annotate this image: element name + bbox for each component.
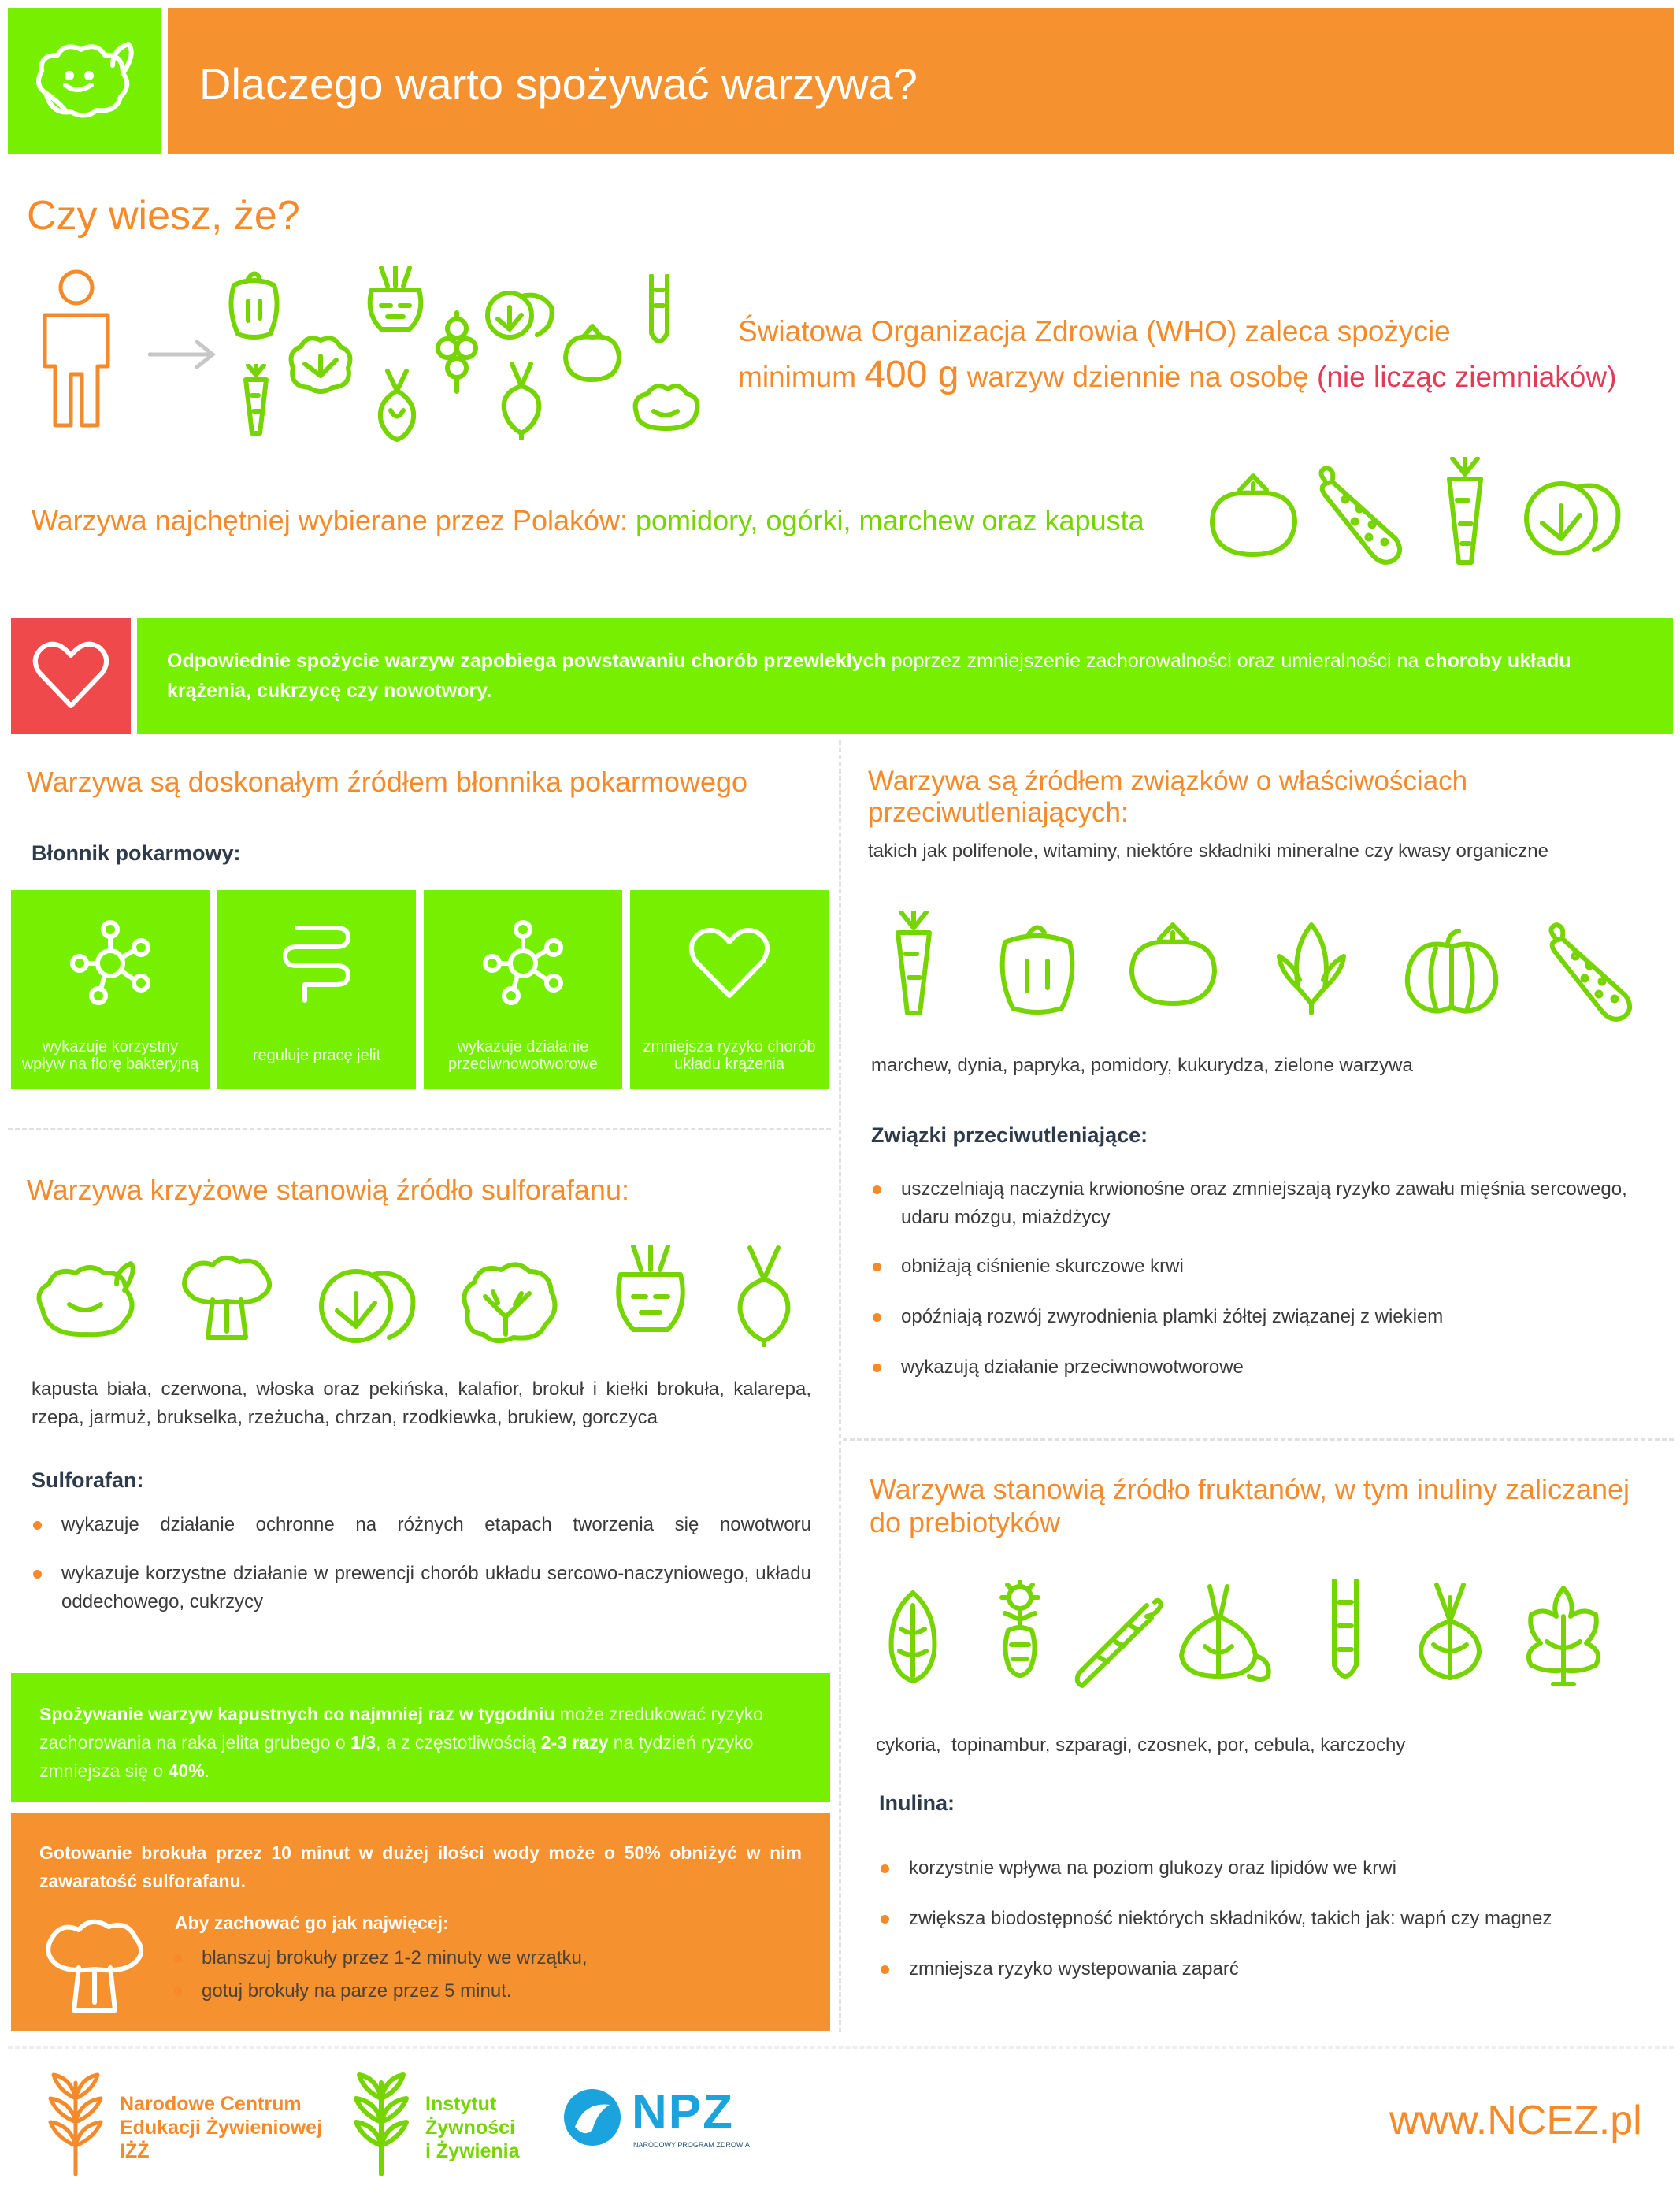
popular-list: pomidory, ogórki, marchew oraz kapusta xyxy=(636,504,1144,536)
cabbage-risk-box xyxy=(11,1673,830,1802)
pumpkin-icon xyxy=(1400,929,1503,1016)
turnip-icon xyxy=(364,266,427,345)
fructans-veg-list: cykoria, topinambur, szparagi, czosnek, por, cebula, karczochy xyxy=(876,1735,1406,1756)
cabbage-icon xyxy=(285,332,356,394)
cabbage-head-icon xyxy=(482,284,557,343)
leek-icon xyxy=(640,274,679,353)
heart-icon xyxy=(686,920,773,1007)
izz-line2: Żywności xyxy=(425,2117,515,2139)
heart-box xyxy=(11,618,131,734)
pepper-icon xyxy=(994,922,1081,1016)
fiber-label: Błonnik pokarmowy: xyxy=(32,841,241,865)
banner-text1: poprzez zmniejszenie zachorowalności oraz umieralności na xyxy=(885,650,1425,672)
tomato-icon xyxy=(1128,922,1218,1008)
page-title: Dlaczego warto spożywać warzywa? xyxy=(199,59,918,109)
list-item: wykazują działanie przeciwnowotworowe xyxy=(871,1353,1659,1382)
turnip-icon xyxy=(611,1245,690,1347)
cucumber-icon xyxy=(1544,922,1638,1024)
izz-line3: i Żywienia xyxy=(425,2140,520,2162)
pepper-icon xyxy=(224,269,284,340)
who-note: (nie licząc ziemniaków) xyxy=(1317,361,1617,393)
cruciferous-title: Warzywa krzyżowe stanowią źródło sulforafanu: xyxy=(27,1174,629,1206)
carrot-icon xyxy=(890,911,937,1017)
carrot-icon xyxy=(236,364,276,436)
who-recommendation-line2 xyxy=(738,353,1616,396)
inulin-label: Inulina: xyxy=(879,1791,955,1815)
carrot-large-icon xyxy=(1441,457,1489,567)
molecule-icon xyxy=(480,920,566,1007)
ncez-logo-icon xyxy=(44,2067,107,2177)
sulforaphane-bullets xyxy=(32,1511,811,1638)
banner-text xyxy=(167,646,1641,706)
cauliflower-icon xyxy=(32,1260,142,1339)
npz-text: NPZ xyxy=(632,2085,734,2139)
tomato-icon xyxy=(561,323,624,384)
header-title-bar xyxy=(168,8,1674,154)
risk-t3: na tydzień ryzyko zmniejsza się o xyxy=(39,1732,754,1781)
ncez-name xyxy=(120,2092,322,2163)
onion-icon xyxy=(1416,1582,1484,1684)
risk-b4: 40% xyxy=(168,1761,205,1781)
popular-pre: Warzywa najchętniej wybierane przez Polaków: xyxy=(32,504,636,536)
izz-line1: Instytut xyxy=(425,2093,497,2115)
footer-divider xyxy=(8,2046,1674,2049)
ncez-line1: Narodowe Centrum xyxy=(120,2093,302,2115)
antioxidants-subtitle: takich jak polifenole, witaminy, niektóre składniki mineralne czy kwasy organiczne xyxy=(868,840,1548,862)
izz-logo-icon xyxy=(350,2067,413,2177)
cruciferous-veg-list: kapusta biała, czerwona, włoska oraz pekińska, kalafior, brokuł i kiełki brokuła, kalarepa, rzepa, jarmuż, brukselka, rzeżucha, chrzan, rzodkiewka, brukiew, gorczyca xyxy=(32,1378,811,1428)
website-link[interactable]: www.NCEZ.pl xyxy=(1389,2098,1642,2143)
broccoli-cooking-bold: Gotowanie brokuła przez 10 minut w dużej ilości wody może o 50% obniżyć w nim zawaratość sulforafanu. xyxy=(39,1842,802,1891)
sulforaphane-label: Sulforafan: xyxy=(32,1468,144,1492)
antioxidants-veg-list: marchew, dynia, papryka, pomidory, kukurydza, zielone warzywa xyxy=(871,1055,1413,1076)
list-item: zwiększa biodostępność niektórych składników, takich jak: wapń czy magnez xyxy=(879,1905,1667,1933)
ncez-line2: Edukacji Żywieniowej xyxy=(120,2117,323,2139)
intestine-icon xyxy=(273,920,360,1007)
fiber-tile-1-label: wykazuje korzystny wpływ na florę bakteryjną xyxy=(21,1038,199,1073)
fiber-tile-3 xyxy=(424,890,622,1089)
fiber-tile-4 xyxy=(630,890,829,1089)
cabbage-head-icon xyxy=(315,1260,417,1347)
corn-icon xyxy=(1276,917,1347,1015)
fiber-tile-3-label: wykazuje działanie przeciwnowotworowe xyxy=(447,1038,599,1073)
who-recommendation-line1: Światowa Organizacja Zdrowia (WHO) zaleca spożycie xyxy=(738,315,1451,347)
radish-small-icon xyxy=(498,361,545,440)
broccoli-icon xyxy=(39,1916,150,2017)
npz-subtitle: NARODOWY PROGRAM ZDROWIA xyxy=(633,2141,750,2149)
who-amount: 400 g xyxy=(864,354,959,395)
broccoli-tip-sub: Aby zachować go jak najwięcej: xyxy=(175,1913,449,1933)
izz-name xyxy=(425,2092,519,2163)
radish-icon xyxy=(732,1245,795,1347)
broccoli-icon xyxy=(176,1252,277,1343)
divider-left-1 xyxy=(8,1128,831,1130)
fiber-tile-2-label: reguluje pracę jelit xyxy=(252,1047,381,1064)
intro-question: Czy wiesz, że? xyxy=(27,193,300,239)
npz-logo xyxy=(561,2084,758,2155)
list-item: wykazuje korzystne działanie w prewencji chorób układu sercowo-naczyniowego, układu oddechowego, cukrzycy xyxy=(32,1560,811,1616)
antioxidants-title: Warzywa są źródłem związków o właściwościach przeciwutleniających: xyxy=(868,766,1468,828)
tomato-large-icon xyxy=(1208,473,1299,559)
broccoli-cooking-box xyxy=(11,1813,830,2031)
banner-bold2: choroby układu krążenia, cukrzycę czy nowotwory. xyxy=(167,650,1571,702)
radish-icon xyxy=(372,367,422,443)
fructans-title-line1: Warzywa stanowią źródło fruktanów, w tym inuliny zaliczanej xyxy=(870,1473,1630,1505)
list-item: blanszuj brokuły przez 1-2 minuty we wrzątku, xyxy=(172,1944,802,1972)
popular-vegetables xyxy=(32,504,1144,537)
list-item: opóźniają rozwój zwyrodnienia plamki żółtej związanej z wiekiem xyxy=(871,1303,1659,1331)
leek-icon xyxy=(1323,1579,1367,1689)
list-item: gotuj brokuły na parze przez 5 minut. xyxy=(172,1977,802,2005)
list-item: zmniejsza ryzyko wystepowania zaparć xyxy=(879,1955,1667,1983)
list-item: korzystnie wpływa na poziom glukozy oraz lipidów we krwi xyxy=(879,1854,1667,1883)
who-line2-pre: minimum xyxy=(738,361,865,393)
chicory-icon xyxy=(885,1590,940,1684)
beans-icon xyxy=(433,309,480,395)
fiber-tile-2 xyxy=(217,890,416,1089)
artichoke-icon xyxy=(1520,1583,1607,1687)
cauliflower-icon xyxy=(630,381,701,432)
topinambur-icon xyxy=(985,1580,1055,1686)
risk-t2: , a z częstotliwością xyxy=(376,1732,541,1753)
cabbage-large-icon xyxy=(1520,473,1623,559)
broccoli-tip-bullets xyxy=(172,1944,802,2028)
heart-icon xyxy=(32,640,110,711)
fiber-tile-4-label: zmniejsza ryzyko chorób układu krążenia xyxy=(643,1038,816,1073)
list-item: uszczelniają naczynia krwionośne oraz zmniejszają ryzyko zawału mięśnia sercowego, udaru mózgu, miażdżycy xyxy=(871,1175,1659,1232)
ncez-line3: IŻŻ xyxy=(120,2140,150,2162)
asparagus-icon xyxy=(1068,1594,1163,1689)
banner-bold1: Odpowiednie spożycie warzyw zapobiega powstawaniu chorób przewlekłych xyxy=(167,650,886,672)
list-item: wykazuje działanie ochronne na różnych etapach tworzenia się nowotworu xyxy=(32,1511,811,1539)
risk-t1: może zredukować ryzyko zachorowania na raka jelita grubego o xyxy=(39,1704,763,1753)
vertical-divider xyxy=(839,740,841,2032)
fiber-title: Warzywa są doskonałym źródłem błonnika pokarmowego xyxy=(27,766,748,798)
antioxidants-label: Związki przeciwutleniające: xyxy=(871,1123,1148,1147)
risk-bold1: Spożywanie warzyw kapustnych co najmniej raz w tygodniu xyxy=(39,1704,555,1724)
chronic-disease-banner xyxy=(137,618,1673,734)
risk-t4: . xyxy=(204,1761,210,1781)
divider-right-1 xyxy=(843,1438,1674,1441)
who-line2-mid: warzyw dziennie na osobę xyxy=(959,361,1318,393)
antioxidants-bullets xyxy=(871,1175,1659,1404)
arrow-right-icon xyxy=(148,339,216,370)
header-logo-box xyxy=(8,8,161,154)
garlic-icon xyxy=(1174,1583,1276,1686)
npz-swirl-icon xyxy=(561,2086,624,2149)
inulin-bullets xyxy=(879,1854,1667,2005)
person-icon xyxy=(33,268,120,433)
molecule-icon xyxy=(67,920,154,1007)
risk-b2: 1/3 xyxy=(350,1732,376,1753)
cabbage-risk-text xyxy=(39,1700,802,1785)
cucumber-icon xyxy=(1314,465,1408,567)
fructans-title-line2: do prebiotyków xyxy=(870,1506,1061,1538)
risk-b3: 2-3 razy xyxy=(540,1732,609,1753)
list-item: obniżają ciśnienie skurczowe krwi xyxy=(871,1252,1659,1281)
fructans-title xyxy=(870,1473,1630,1539)
kale-icon xyxy=(457,1259,559,1347)
cabbage-logo-icon xyxy=(30,38,140,124)
fiber-tile-1 xyxy=(11,890,210,1089)
